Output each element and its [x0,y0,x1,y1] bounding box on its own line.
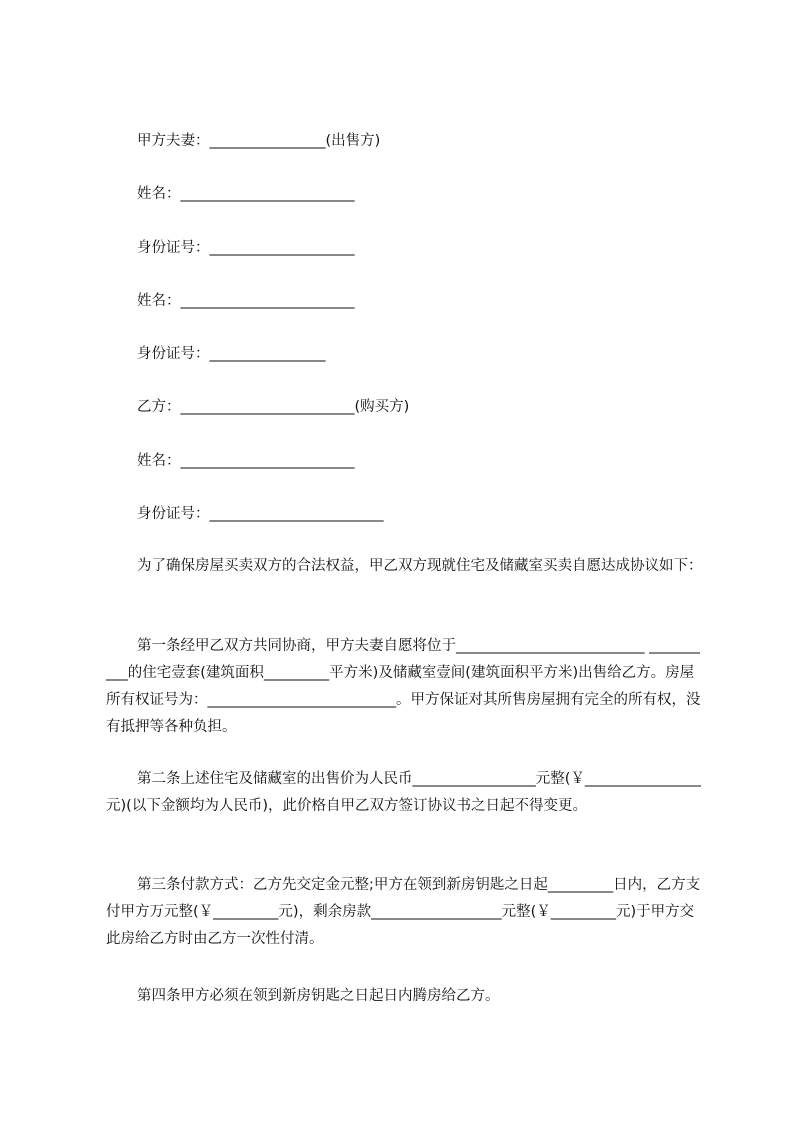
buyer-field: 乙方：________________________(购买方) [137,399,410,415]
buyer-id-number-field: 身份证号：________________________ [137,506,384,522]
seller-name-field-1: 姓名：________________________ [137,186,355,202]
article-two-paragraph: 第二条上述住宅及储藏室的出售价为人民币_________________元整(￥________________元)(以下金额均为人民币)，此价格自甲乙双方签订协议书之日起不得变更。 [106,771,701,814]
seller-id-number-field-1: 身份证号：____________________ [137,240,355,256]
article-one-paragraph: 第一条经甲乙双方共同协商，甲方夫妻自愿将位于__________________________ __________的住宅壹套(建筑面积_________平方米)及储藏室壹间(建筑面积平方米)出售给乙方。房屋所有权证号为：__________________________。甲方保证对其所售房屋拥有完全的所有权，没有抵押等各种负担。 [106,638,701,735]
article-four-paragraph: 第四条甲方必须在领到新房钥匙之日起日内腾房给乙方。 [137,988,500,1004]
seller-id-number-field-2: 身份证号：________________ [137,346,326,362]
article-three-paragraph: 第三条付款方式：乙方先交定金元整;甲方在领到新房钥匙之日起_________日内，乙方支付甲方万元整(￥_________元)，剩余房款__________________元整(￥_________元)于甲方交此房给乙方时由乙方一次性付清。 [106,877,701,947]
buyer-name-field: 姓名：________________________ [137,453,355,469]
intro-paragraph: 为了确保房屋买卖双方的合法权益，甲乙双方现就住宅及储藏室买卖自愿达成协议如下： [137,558,703,574]
seller-name-field-2: 姓名：________________________ [137,293,355,309]
seller-couple-field: 甲方夫妻：________________(出售方) [137,133,381,149]
